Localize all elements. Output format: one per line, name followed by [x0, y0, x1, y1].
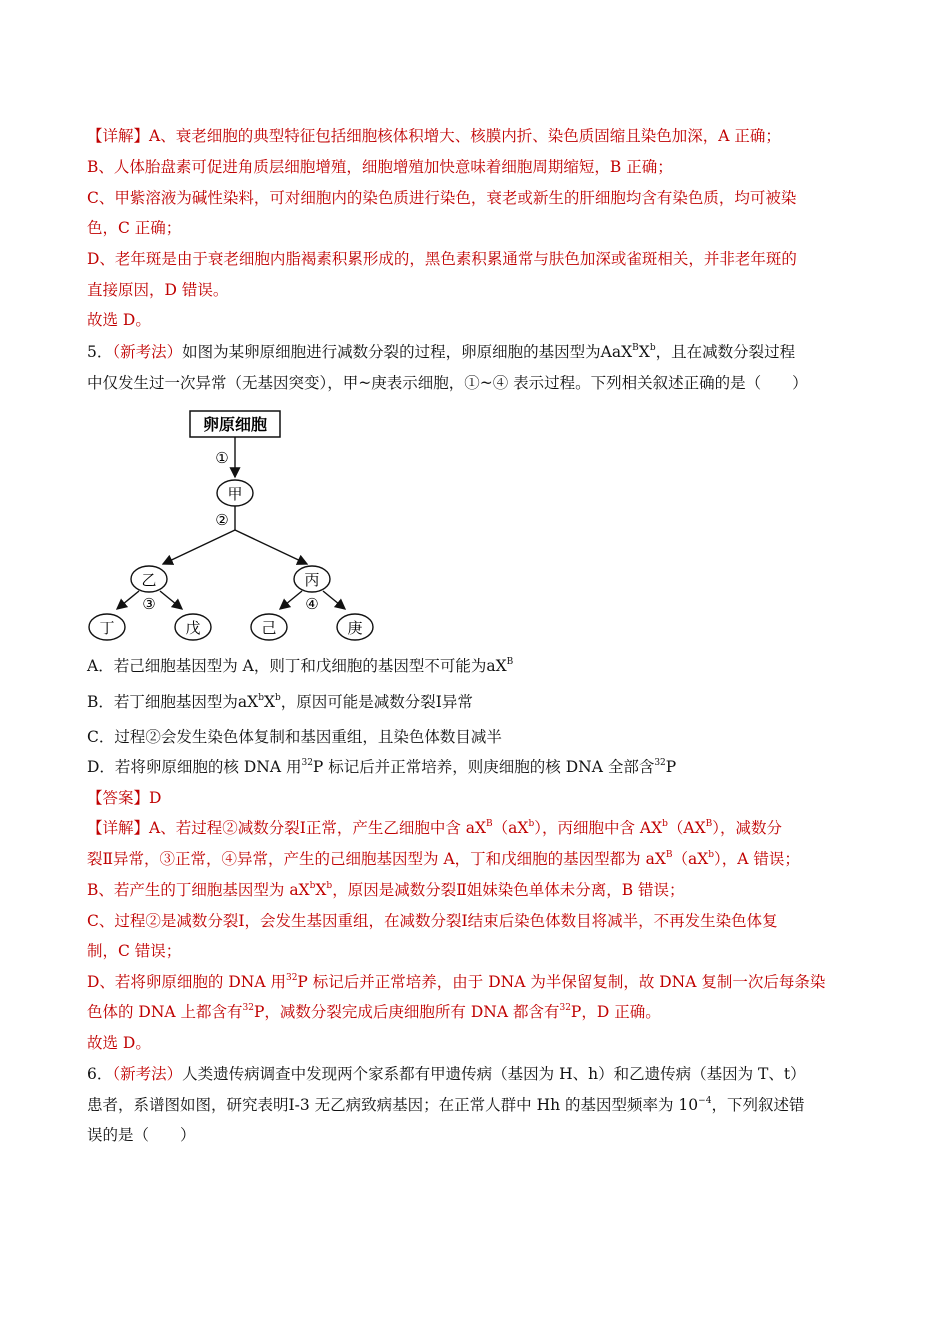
detail-line-5: D、老年斑是由于衰老细胞内脂褐素积累形成的，黑色素积累通常与肤色加深或雀斑相关，并非老年斑的 — [87, 250, 797, 268]
exp2-a: 裂Ⅱ异常，③正常，④异常，产生的己细胞基因型为 A，丁和戊细胞的基因型都为 aX — [87, 850, 666, 868]
exp3-c: ，原因是减数分裂Ⅱ姐妹染色单体未分离，B 错误； — [332, 881, 685, 899]
q5-answer: 【答案】D — [87, 789, 162, 807]
exp3-b: X — [315, 881, 327, 899]
detail-line-4: 色，C 正确； — [87, 219, 182, 237]
q5-tag: （新考法） — [112, 343, 183, 361]
q5-explanation-line-6 — [87, 972, 825, 992]
q5-explanation-line-5: 制，C 错误； — [87, 942, 182, 960]
meiosis-diagram — [80, 404, 390, 644]
detail-line-3: C、甲紫溶液为碱性染料，可对细胞内的染色质进行染色，衰老或新生的肝细胞均含有染色质，均可被染 — [87, 189, 797, 207]
sup-b: b — [309, 881, 316, 891]
cell-jia-label: 甲 — [227, 485, 243, 503]
sup-b: b — [528, 819, 535, 829]
sup-B: B — [486, 819, 493, 829]
q5-option-d — [87, 757, 676, 777]
oogonium-label: 卵原细胞 — [202, 415, 268, 434]
q5-option-c: C．过程②会发生染色体复制和基因重组，且染色体数目减半 — [87, 728, 502, 746]
sup-32: 32 — [654, 758, 666, 768]
q6-stem-line-3: 误的是（ ） — [87, 1126, 196, 1144]
step-4-label: ④ — [305, 595, 319, 613]
exp7-a: 色体的 DNA 上都含有 — [87, 1003, 243, 1021]
detail-line-1: 【详解】A、衰老细胞的典型特征包括细胞核体积增大、核膜内折、染色质固缩且染色加深，A 正确； — [87, 127, 781, 145]
q6-stem-text: 人类遗传病调查中发现两个家系都有甲遗传病（基因为 H、h）和乙遗传病（基因为 T、t） — [182, 1065, 806, 1083]
exp6-b: P 标记后并正常培养，由于 DNA 为半保留复制，故 DNA 复制一次后每条染 — [297, 973, 826, 991]
sup-b: b — [649, 343, 656, 353]
exp1-b: （aX — [492, 819, 529, 837]
q5-explanation-line-2 — [87, 849, 800, 869]
q5-number: 5． — [87, 343, 113, 361]
q5-conclusion: 故选 D。 — [87, 1034, 151, 1052]
option-d-text-3: P — [665, 758, 677, 776]
q5-stem-line-2: 中仅发生过一次异常（无基因突变），甲~庚表示细胞，①~④ 表示过程。下列相关叙述正确的是（ ） — [87, 374, 808, 392]
q6-tag: （新考法） — [112, 1065, 183, 1083]
sup-B: B — [632, 343, 639, 353]
sup-b: b — [275, 693, 281, 703]
exp7-b: P，减数分裂完成后庚细胞所有 DNA 都含有 — [254, 1003, 560, 1021]
cell-ding-label: 丁 — [99, 619, 115, 637]
q6-stem-line-2 — [87, 1095, 804, 1115]
cell-wu-label: 戊 — [185, 619, 201, 637]
q6-number: 6． — [87, 1065, 113, 1083]
q5-stem-text: 如图为某卵原细胞进行减数分裂的过程，卵原细胞的基因型为 — [182, 343, 601, 361]
q5-explanation-line-7 — [87, 1002, 661, 1022]
q5-explanation-line-1 — [87, 818, 782, 838]
sup-b: b — [258, 693, 264, 703]
q5-explanation-line-3 — [87, 880, 685, 900]
option-b-rest: ，原因可能是减数分裂Ⅰ异常 — [280, 693, 473, 711]
exp1-d: （AX — [667, 819, 706, 837]
detail-conclusion: 故选 D。 — [87, 311, 151, 329]
cell-bing-label: 丙 — [304, 571, 320, 589]
q6-stem-line-1 — [87, 1064, 806, 1084]
exp2-c: ），A 错误； — [714, 850, 800, 868]
sup-32: 32 — [285, 973, 298, 983]
option-b-genotype: aX — [237, 693, 259, 711]
sup-b: b — [326, 881, 333, 891]
step-2-label: ② — [215, 511, 229, 529]
sup-32: 32 — [242, 1003, 254, 1013]
step-1-label: ① — [215, 449, 229, 467]
step-3-label: ③ — [142, 595, 156, 613]
exp1-c: ），丙细胞中含 AX — [534, 819, 663, 837]
option-d-text: D．若将卵原细胞的核 DNA 用 — [87, 758, 302, 776]
sup-B: B — [506, 657, 514, 667]
option-a-genotype: aX — [486, 657, 507, 675]
cell-ji-label: 己 — [261, 619, 277, 637]
exp1-a: 【详解】A、若过程②减数分裂Ⅰ正常，产生乙细胞中含 aX — [87, 819, 487, 837]
detail-line-2: B、人体胎盘素可促进角质层细胞增殖，细胞增殖加快意味着细胞周期缩短，B 正确； — [87, 158, 673, 176]
q6-stem-text-2: 患者，系谱图如图，研究表明Ⅰ-3 无乙病致病基因；在正常人群中 Hh 的基因型频率为 10 — [87, 1096, 699, 1114]
sup-B: B — [705, 819, 713, 829]
q6-stem-text-3: ，下列叙述错 — [711, 1096, 805, 1114]
exp2-b: （aX — [672, 850, 709, 868]
option-b-text: B．若丁细胞基因型为 — [87, 693, 238, 711]
q5-genotype: AaX — [600, 343, 633, 361]
q5-stem-line-1 — [87, 342, 795, 362]
sup-B: B — [665, 850, 673, 860]
sup-exponent: −4 — [698, 1096, 712, 1106]
cell-yi-label: 乙 — [141, 571, 157, 589]
exp7-c: P，D 正确。 — [570, 1003, 661, 1021]
sup-b: b — [708, 850, 715, 860]
option-d-text-2: P 标记后并正常培养，则庚细胞的核 DNA 全部含 — [312, 758, 655, 776]
cell-geng-label: 庚 — [347, 619, 363, 637]
q5-option-a — [87, 656, 513, 676]
option-a-text: A．若己细胞基因型为 A，则丁和戊细胞的基因型不可能为 — [87, 657, 487, 675]
q5-genotype-x: X — [638, 343, 650, 361]
exp1-e: ），减数分 — [712, 819, 782, 837]
option-b-genotype-x: X — [263, 693, 275, 711]
detail-line-6: 直接原因，D 错误。 — [87, 281, 229, 299]
exp3-a: B、若产生的丁细胞基因型为 aX — [87, 881, 310, 899]
q5-option-b — [87, 692, 473, 712]
sup-32: 32 — [559, 1003, 571, 1013]
q5-explanation-line-4: C、过程②是减数分裂Ⅰ，会发生基因重组，在减数分裂Ⅰ结束后染色体数目将减半，不再发生染色体复 — [87, 912, 778, 930]
sup-32: 32 — [301, 758, 313, 768]
q5-stem-text-2: ，且在减数分裂过程 — [655, 343, 796, 361]
sup-b: b — [662, 819, 668, 829]
exp6-a: D、若将卵原细胞的 DNA 用 — [87, 973, 286, 991]
